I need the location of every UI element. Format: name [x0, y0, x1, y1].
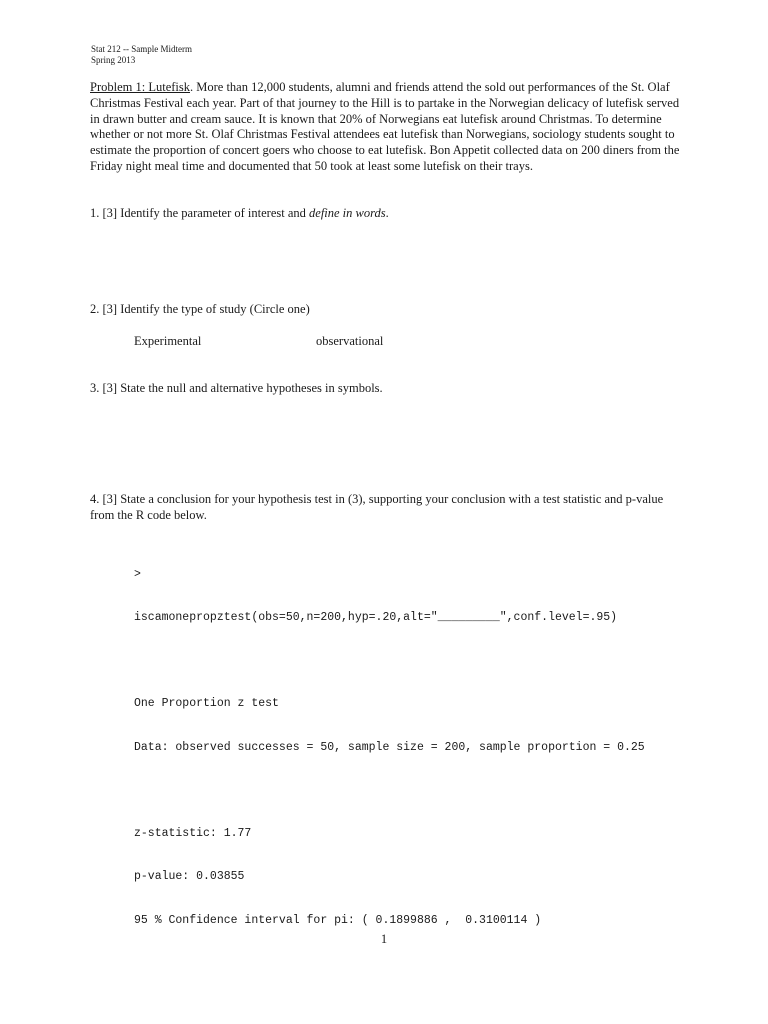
- document-header: [91, 44, 192, 66]
- code-spacer: [134, 784, 694, 798]
- code-spacer: [134, 654, 694, 668]
- course-line: Stat 212 -- Sample Midterm: [91, 44, 192, 54]
- choice-experimental: Experimental: [134, 334, 202, 348]
- r-p-value: p-value: 0.03855: [134, 870, 245, 884]
- r-prompt: >: [134, 567, 141, 581]
- r-command: iscamonepropztest(obs=50,n=200,hyp=.20,alt="_________",conf.level=.95): [134, 611, 618, 625]
- choice-observational: observational: [316, 334, 384, 348]
- term-line: Spring 2013: [91, 55, 136, 65]
- r-data-line: Data: observed successes = 50, sample size = 200, sample proportion = 0.25: [134, 740, 645, 754]
- page-number: 1: [380, 932, 388, 946]
- question-1-end: .: [385, 206, 389, 220]
- r-test-name: One Proportion z test: [134, 697, 279, 711]
- r-z-statistic: z-statistic: 1.77: [134, 827, 252, 841]
- problem-1-body: . More than 12,000 students, alumni and friends attend the sold out performances of the St. Olaf Christmas Festival each year. Part of that journey to the Hill is to partake in the Norwegian delicacy of lutefisk served in drawn butter and cream sauce. It is known that 20% of Norwegians eat lutefisk around Christmas. To determine whether or not more St. Olaf Christmas Festival attendees eat lutefisk than Norwegians, sociology students sought to estimate the proportion of concert goers who choose to eat lutefisk. Bon Appetit collected data on 200 diners from the Friday night meal time and documented that 50 took at least some lutefisk on their trays.: [90, 80, 680, 173]
- question-3: 3. [3] State the null and alternative hypotheses in symbols.: [90, 381, 383, 395]
- r-confidence-interval: 95 % Confidence interval for pi: ( 0.1899886 , 0.3100114 ): [134, 913, 542, 927]
- question-2: 2. [3] Identify the type of study (Circle one): [90, 302, 310, 316]
- question-1: [90, 206, 690, 222]
- r-output-block: [134, 539, 694, 942]
- question-4: 4. [3] State a conclusion for your hypothesis test in (3), supporting your conclusion with a test statistic and p-value from the R code below.: [90, 492, 664, 522]
- problem-1-title: Problem 1: Lutefisk: [90, 80, 190, 94]
- problem-1-paragraph: [90, 80, 680, 175]
- question-1-emphasis: define in words: [309, 206, 386, 220]
- question-1-text: 1. [3] Identify the parameter of interest and: [90, 206, 310, 220]
